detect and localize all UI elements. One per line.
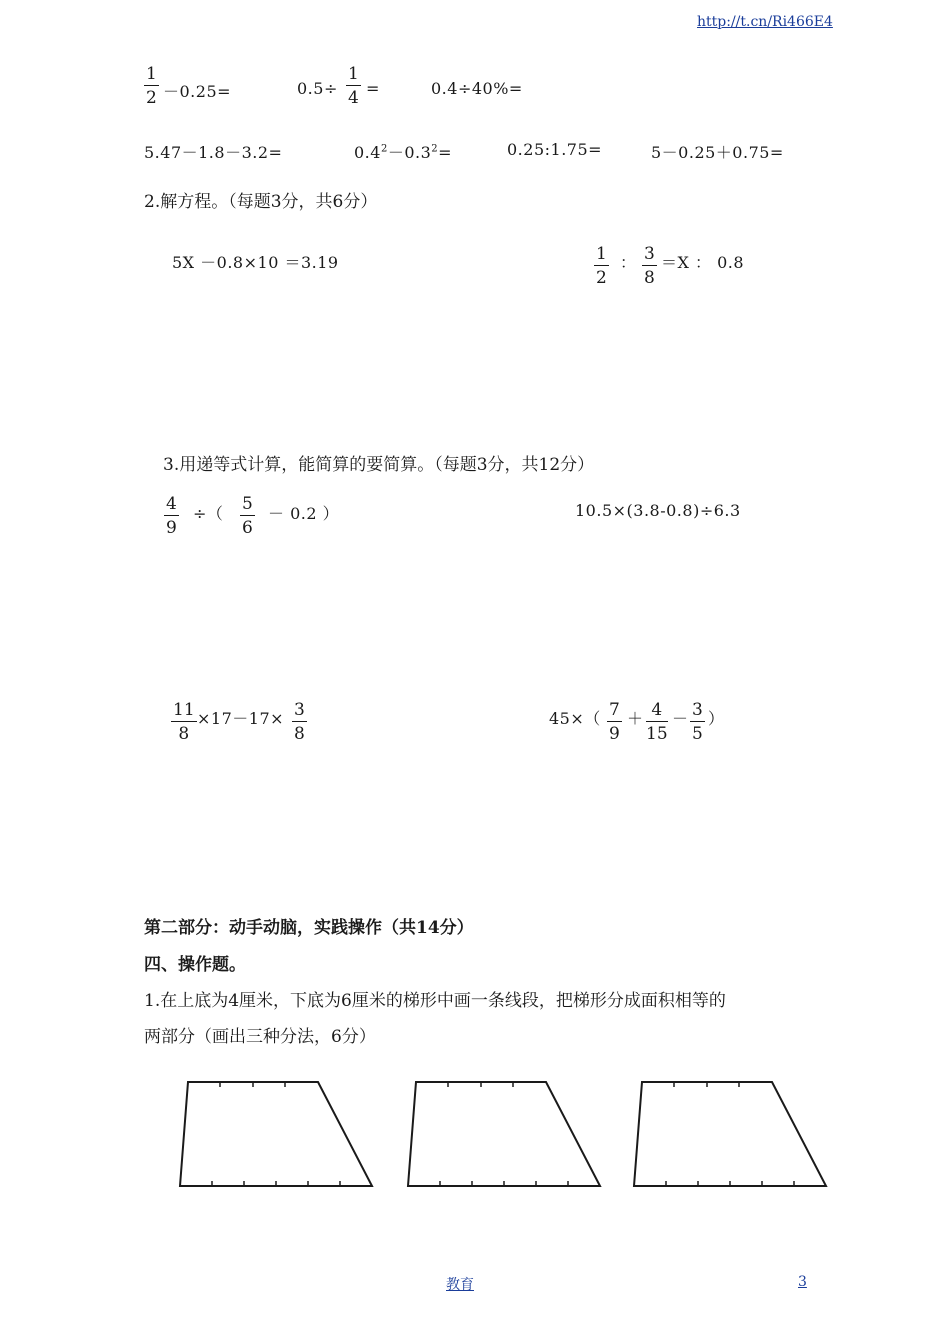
expression-text: 0.4÷40%= [431, 79, 523, 98]
tick-marks [440, 1082, 568, 1186]
equation: ＝X ： 0.8 [661, 253, 745, 272]
fraction: 1 2 [146, 64, 157, 109]
trapezoid [180, 1082, 372, 1186]
expression-text: ÷（ [193, 504, 224, 523]
fraction: 3 8 [294, 700, 305, 745]
expression-text: －0.25= [163, 82, 232, 101]
expression-text: 45×（ [549, 709, 601, 728]
colon: ： [620, 253, 637, 272]
expression-text: ） [708, 709, 725, 728]
page-number: 3 [798, 1274, 807, 1290]
question-text: 1.在上底为4厘米，下底为6厘米的梯形中画一条线段，把梯形分成面积相等的 [144, 991, 726, 1011]
trapezoid-figure [398, 1075, 608, 1195]
operator: － [672, 709, 689, 728]
trapezoid-figure [170, 1075, 380, 1195]
section-heading: 四、操作题。 [144, 955, 246, 975]
trapezoid [634, 1082, 826, 1186]
fraction: 5 6 [242, 494, 253, 539]
base-a: 0.4 [354, 143, 381, 162]
fraction: 3 8 [644, 244, 655, 289]
footer-link[interactable]: 教育 [446, 1277, 474, 1293]
expression-text: － 0.2 ） [268, 504, 340, 523]
trapezoid [408, 1082, 600, 1186]
expression-power [354, 140, 452, 163]
header-link[interactable]: http://t.cn/Ri466E4 [697, 14, 833, 30]
equals: = [438, 143, 453, 162]
operator: ＋ [627, 709, 644, 728]
fraction: 11 8 [173, 700, 195, 745]
exponent-a: 2 [380, 143, 388, 155]
section-title: 3.用递等式计算，能简算的要简算。（每题3分，共12分） [163, 455, 595, 475]
trapezoid-figure [624, 1075, 834, 1195]
equation: 5X －0.8×10 ＝3.19 [172, 253, 339, 272]
expression-text: ×17－17× [197, 709, 285, 728]
tick-marks [666, 1082, 794, 1186]
section-title: 2.解方程。（每题3分，共6分） [144, 192, 378, 212]
base-b: －0.3 [387, 143, 432, 162]
fraction: 3 5 [692, 700, 703, 745]
expression-text: 5－0.25＋0.75= [651, 143, 784, 162]
fraction: 1 2 [596, 244, 607, 289]
fraction: 4 15 [646, 700, 668, 745]
expression-text: 5.47－1.8－3.2= [144, 143, 283, 162]
fraction: 1 4 [348, 64, 359, 109]
expression-text: 10.5×(3.8-0.8)÷6.3 [575, 501, 741, 520]
expression-text: 0.5÷ [297, 79, 338, 98]
expression-text: 0.25:1.75= [507, 140, 603, 159]
fraction: 7 9 [609, 700, 620, 745]
tick-marks [212, 1082, 340, 1186]
fraction: 4 9 [166, 494, 177, 539]
exponent-b: 2 [431, 143, 439, 155]
part-heading: 第二部分：动手动脑，实践操作（共14分） [144, 918, 474, 938]
expression-text: = [366, 79, 380, 98]
question-text: 两部分（画出三种分法，6分） [144, 1027, 376, 1047]
